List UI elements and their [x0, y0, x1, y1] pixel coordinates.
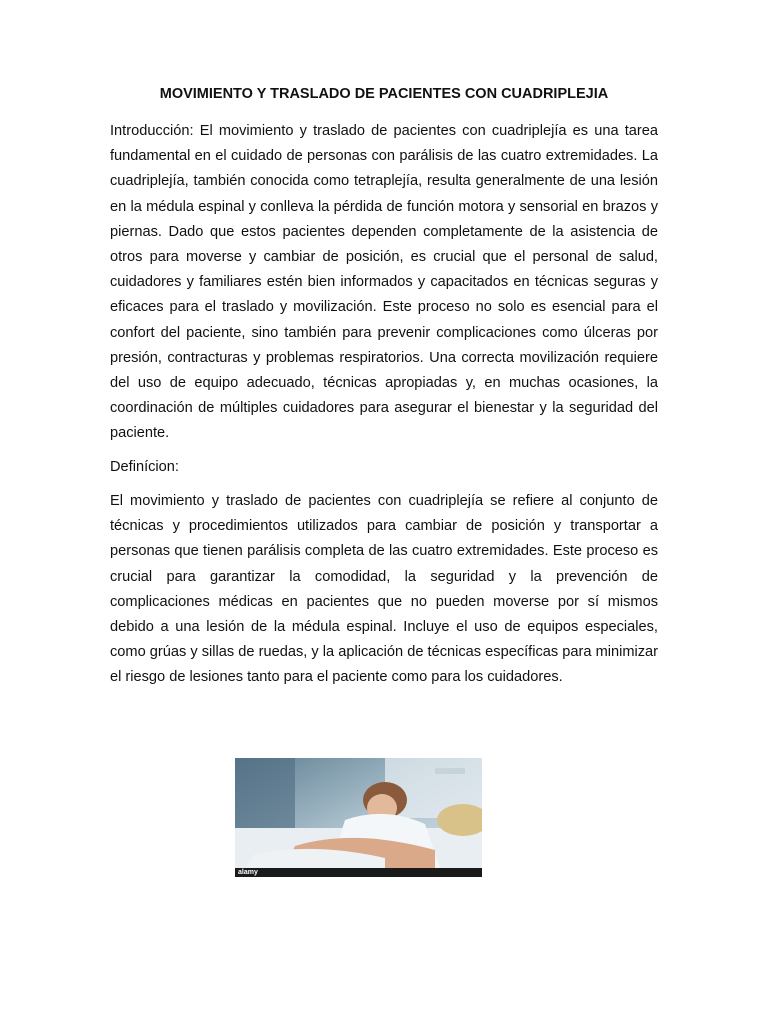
watermark-text: alamy — [238, 869, 258, 876]
definition-paragraph: El movimiento y traslado de pacientes con cuadriplejía se refiere al conjunto de técnicas y procedimientos utilizados para cambiar de posición y transportar a personas que tienen parálisis completa de las cuatro extremidades. Este proceso es crucial para garantizar la comodidad, la seguridad y la prevención de complicaciones médicas en pacientes que no pueden moverse por sí mismos debido a una lesión de la médula espinal. Incluye el uso de equipos especiales, como grúas y sillas de ruedas, y la aplicación de técnicas específicas para minimizar el riesgo de lesiones tanto para el paciente como para los cuidadores. — [110, 493, 658, 686]
nurse-patient-photo — [235, 758, 482, 877]
introduction-paragraph: Introducción: El movimiento y traslado de pacientes con cuadriplejía es una tarea fundamental en el cuidado de personas con parálisis de las cuatro extremidades. La cuadriplejía, también conocida como tetraplejía, resulta generalmente de una lesión en la médula espinal y conlleva la pérdida de función motora y sensorial en brazos y piernas. Dado que estos pacientes dependen completamente de la asistencia de otros para moverse y cambiar de posición, es crucial que el personal de salud, cuidadores y familiares estén bien informados y capacitados en técnicas seguras y eficaces para el traslado y movilización. Este proceso no solo es esencial para el confort del paciente, sino también para prevenir complicaciones como úlceras por presión, contracturas y problemas respiratorios. Una correcta movilización requiere del uso de equipo adecuado, técnicas apropiadas y, en muchas ocasiones, la coordinación de múltiples cuidadores para asegurar el bienestar y la seguridad del paciente. — [110, 123, 658, 442]
document-title: MOVIMIENTO Y TRASLADO DE PACIENTES CON CUADRIPLEJIA — [159, 86, 609, 102]
definition-heading: Definícion: — [110, 459, 179, 475]
photo-illustration — [235, 758, 482, 877]
watermark-bar — [235, 868, 482, 877]
